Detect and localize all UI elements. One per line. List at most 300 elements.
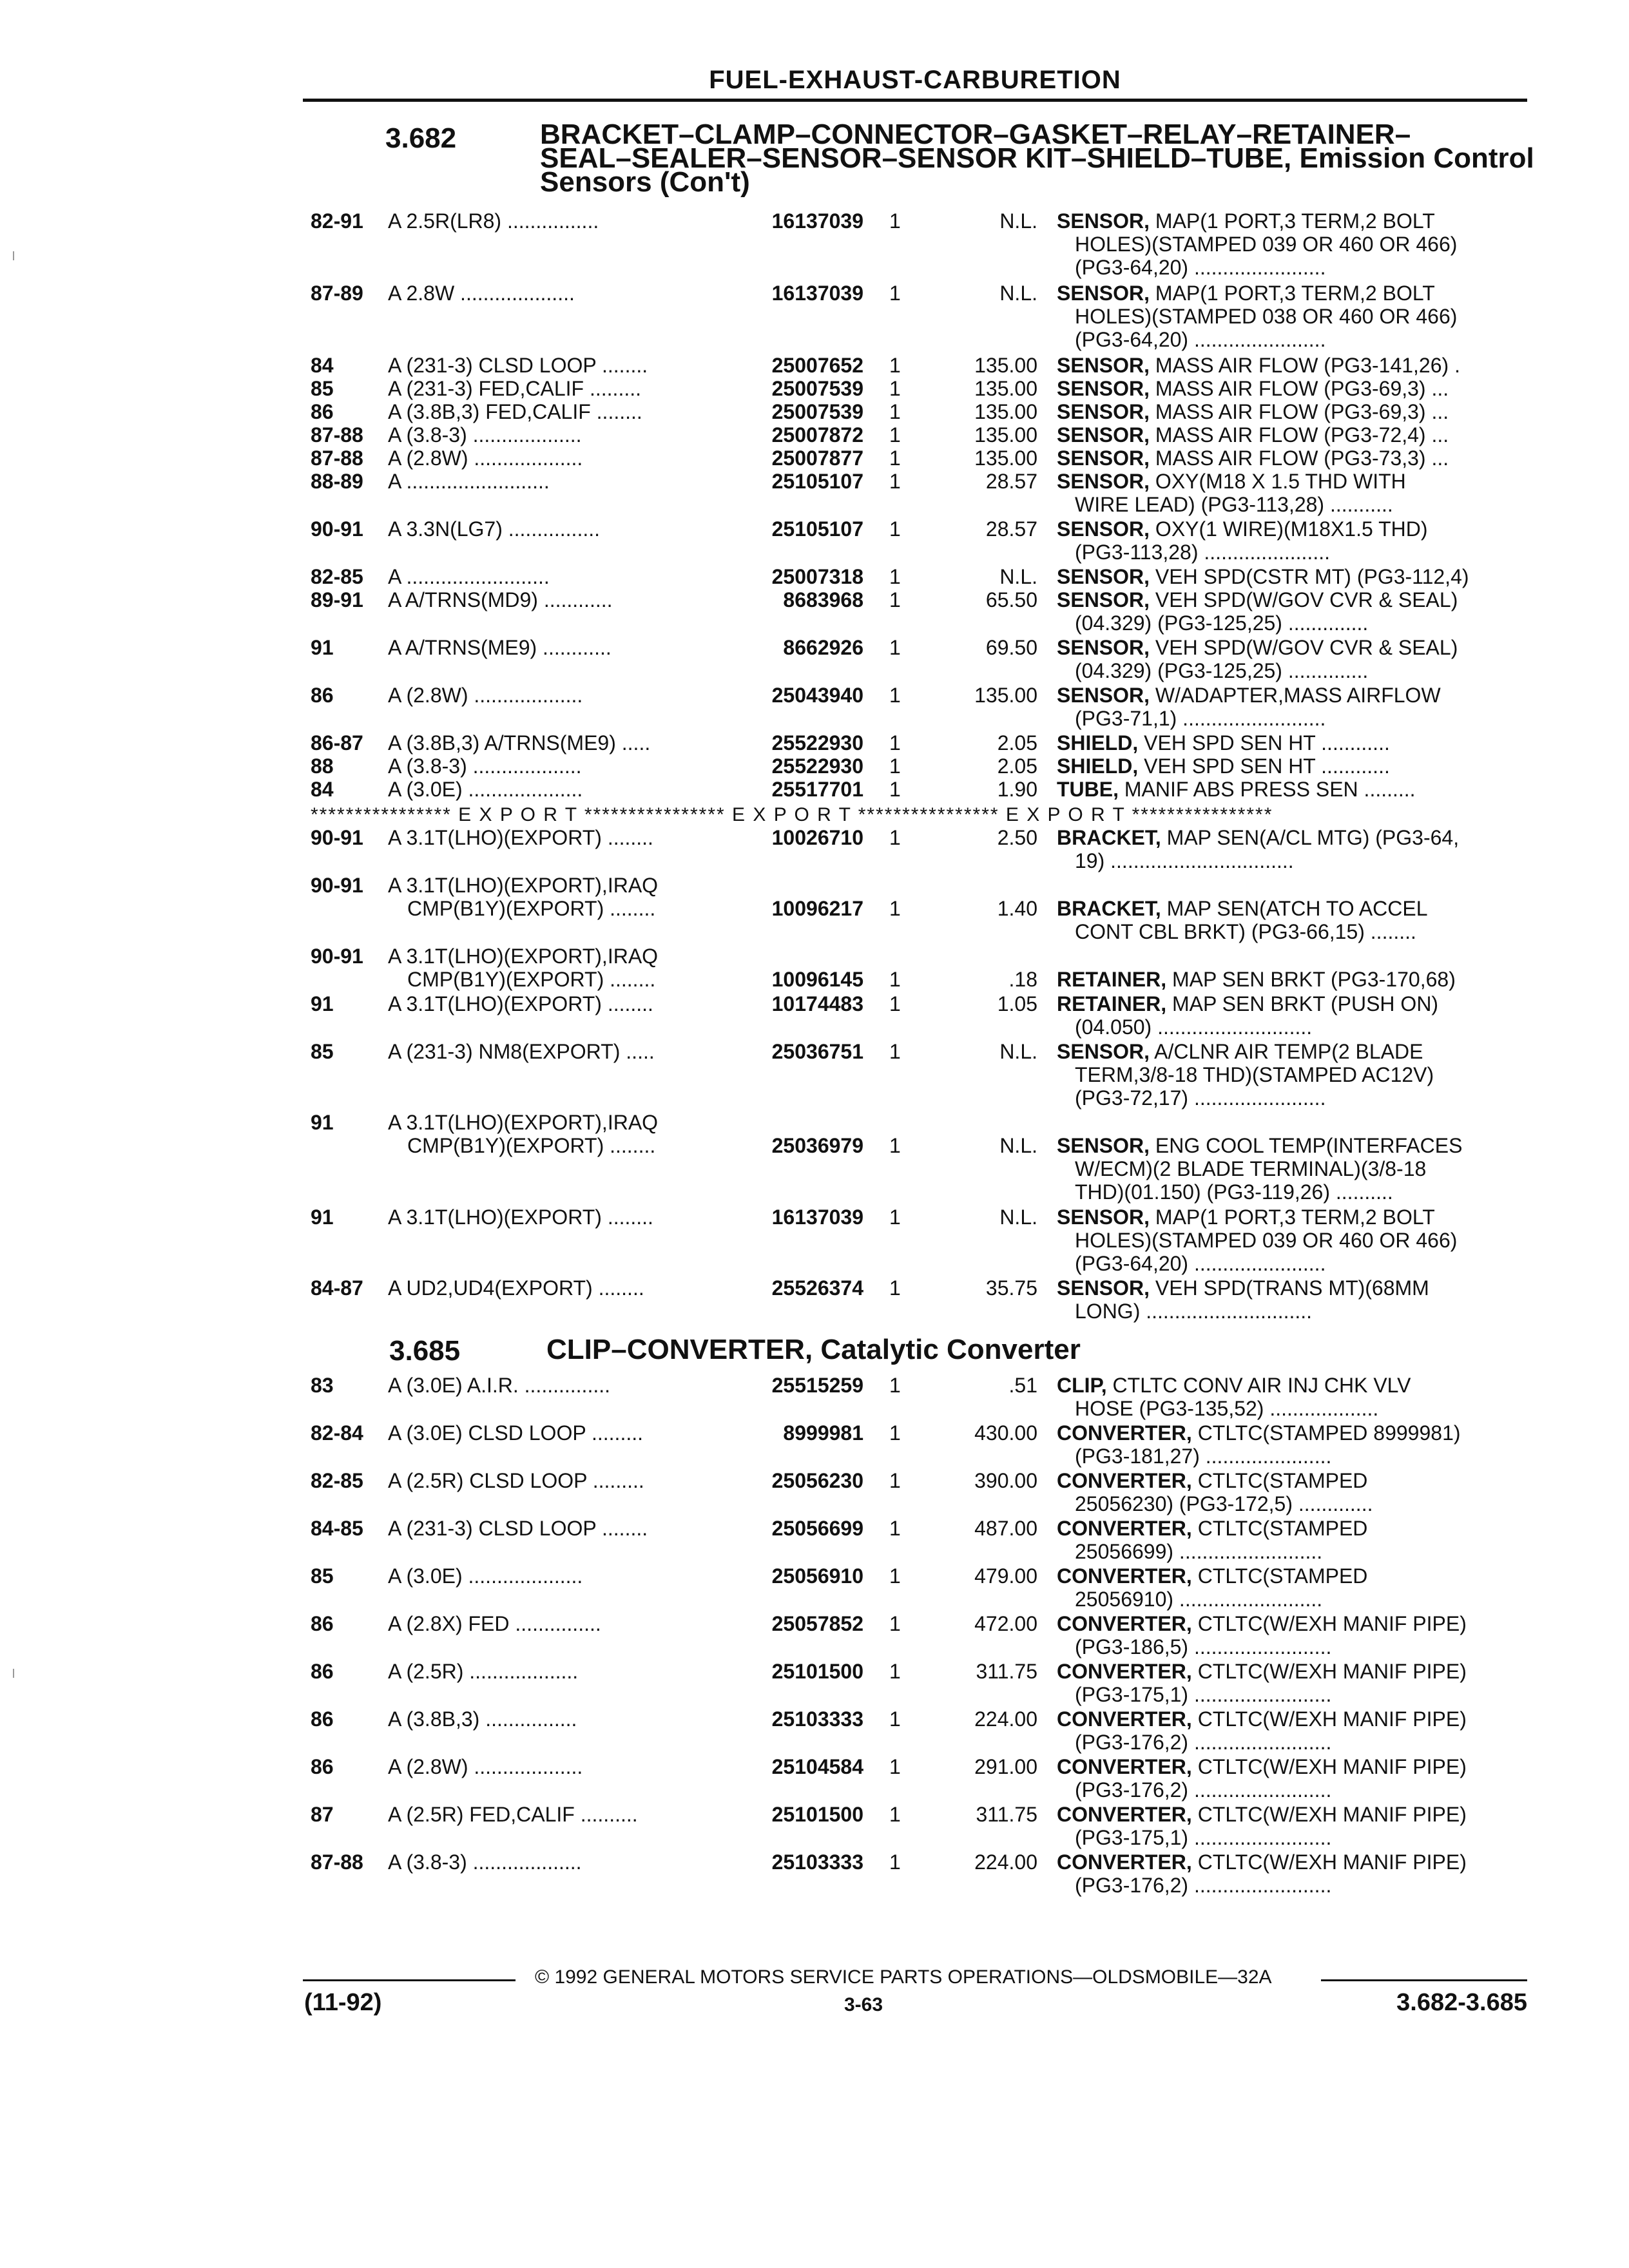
- row-description-line: LONG) .............................: [1075, 1300, 1313, 1323]
- row-description-text: CTLTC(STAMPED: [1197, 1517, 1368, 1540]
- row-price: N.L.: [999, 282, 1037, 305]
- row-description-line: [1057, 1040, 1527, 1063]
- row-description: [1057, 377, 1527, 400]
- row-description-line: [1057, 754, 1527, 778]
- row-price: 135.00: [974, 423, 1037, 447]
- row-description: [1057, 1803, 1527, 1849]
- row-description-line: [1057, 1850, 1527, 1874]
- row-description-text: MAP(1 PORT,3 TERM,2 BOLT: [1155, 282, 1435, 305]
- row-model-line: A 2.5R(LR8) ................: [388, 209, 599, 233]
- row-description-line: THD)(01.150) (PG3-119,26) ..........: [1075, 1180, 1393, 1204]
- row-year: 91: [311, 1206, 334, 1229]
- row-description-line: (PG3-181,27) ......................: [1075, 1445, 1332, 1468]
- row-description-text: CTLTC(W/EXH MANIF PIPE): [1197, 1850, 1467, 1874]
- row-model-line: A 3.1T(LHO)(EXPORT) ........: [388, 826, 653, 849]
- row-description-text: CTLTC(W/EXH MANIF PIPE): [1197, 1755, 1467, 1778]
- row-model: [388, 945, 717, 991]
- row-year: 88-89: [311, 470, 363, 493]
- row-description-text: CTLTC(W/EXH MANIF PIPE): [1197, 1707, 1467, 1731]
- row-description-text: VEH SPD(W/GOV CVR & SEAL): [1155, 636, 1458, 659]
- row-part-number: 25515259: [771, 1374, 863, 1397]
- row-part-number: 8662926: [783, 636, 863, 659]
- row-year: 84: [311, 354, 334, 377]
- row-year: 87-88: [311, 1850, 363, 1874]
- row-description-line: [1057, 565, 1527, 588]
- row-description-line: (PG3-71,1) .........................: [1075, 707, 1326, 730]
- row-description-line: [1057, 1421, 1527, 1445]
- row-description-text: MASS AIR FLOW (PG3-69,3) ...: [1155, 400, 1449, 423]
- row-year: 87-88: [311, 447, 363, 470]
- row-model: [388, 1276, 717, 1300]
- page-header: FUEL-EXHAUST-CARBURETION: [709, 66, 1121, 94]
- row-year: 82-91: [311, 209, 363, 233]
- row-part-number: 16137039: [771, 1206, 863, 1229]
- row-item-name: SHIELD,: [1057, 754, 1139, 778]
- row-model-line: A (2.8X) FED ...............: [388, 1612, 601, 1635]
- row-description: [1057, 1276, 1527, 1323]
- row-quantity: 1: [889, 209, 901, 233]
- row-model-line: A (2.8W) ...................: [388, 447, 583, 470]
- row-model: [388, 1660, 717, 1683]
- row-description-text: VEH SPD SEN HT ............: [1144, 754, 1390, 778]
- row-model: [388, 1850, 717, 1874]
- row-price: 135.00: [974, 447, 1037, 470]
- row-description-line: (PG3-113,28) ......................: [1075, 541, 1330, 564]
- row-description-text: MAP SEN(ATCH TO ACCEL: [1166, 897, 1428, 920]
- row-description-line: [1057, 423, 1527, 447]
- margin-mark: [13, 251, 14, 260]
- row-year: 86: [311, 1660, 334, 1683]
- row-description-line: [1057, 1206, 1527, 1229]
- row-quantity: 1: [889, 1612, 901, 1635]
- row-part-number: 25056910: [771, 1564, 863, 1588]
- row-model: [388, 1517, 717, 1540]
- row-description-line: [1057, 354, 1527, 377]
- row-price: N.L.: [999, 1206, 1037, 1229]
- row-description-text: CTLTC(W/EXH MANIF PIPE): [1197, 1660, 1467, 1683]
- row-quantity: 1: [889, 636, 901, 659]
- row-model: [388, 874, 717, 920]
- row-item-name: CONVERTER,: [1057, 1660, 1192, 1683]
- row-description: [1057, 517, 1527, 564]
- row-price: .51: [1008, 1374, 1037, 1397]
- row-quantity: 1: [889, 447, 901, 470]
- row-model: [388, 470, 717, 493]
- row-part-number: 25056699: [771, 1517, 863, 1540]
- row-description: [1057, 588, 1527, 635]
- row-item-name: CONVERTER,: [1057, 1421, 1192, 1445]
- row-description: [1057, 636, 1527, 682]
- row-description-text: OXY(1 WIRE)(M18X1.5 THD): [1155, 517, 1428, 541]
- row-year: 91: [311, 636, 334, 659]
- row-model-line: A .........................: [388, 470, 550, 493]
- row-model-line: A (2.8W) ...................: [388, 684, 583, 707]
- row-price: N.L.: [999, 209, 1037, 233]
- row-part-number: 25104584: [771, 1755, 863, 1778]
- row-description-text: MAP(1 PORT,3 TERM,2 BOLT: [1155, 209, 1435, 233]
- row-model-line: CMP(B1Y)(EXPORT) ........: [407, 1134, 656, 1157]
- row-quantity: 1: [889, 1517, 901, 1540]
- row-item-name: SENSOR,: [1057, 1276, 1150, 1300]
- row-description-line: [1057, 588, 1527, 611]
- row-description-line: [1057, 447, 1527, 470]
- row-item-name: SENSOR,: [1057, 400, 1150, 423]
- row-price: 224.00: [974, 1707, 1037, 1731]
- row-part-number: 25103333: [771, 1707, 863, 1731]
- row-price: N.L.: [999, 1040, 1037, 1063]
- row-model: [388, 1564, 717, 1588]
- row-description-line: [1057, 517, 1527, 541]
- row-model: [388, 588, 717, 611]
- row-item-name: CONVERTER,: [1057, 1517, 1192, 1540]
- row-model: [388, 377, 717, 400]
- row-part-number: 8683968: [783, 588, 863, 611]
- row-price: 28.57: [985, 517, 1037, 541]
- row-description-line: [1057, 1755, 1527, 1778]
- row-model-line: A (3.8B,3) ................: [388, 1707, 577, 1731]
- margin-mark: [13, 1669, 14, 1678]
- row-description-line: [1057, 470, 1527, 493]
- row-model-line: A 3.1T(LHO)(EXPORT),IRAQ: [388, 1111, 659, 1134]
- row-quantity: 1: [889, 1276, 901, 1300]
- row-part-number: 25007872: [771, 423, 863, 447]
- row-description-text: VEH SPD(CSTR MT) (PG3-112,4): [1155, 565, 1469, 588]
- row-model: [388, 209, 717, 233]
- row-part-number: 10026710: [771, 826, 863, 849]
- row-description: [1057, 354, 1527, 377]
- row-price: 2.50: [997, 826, 1037, 849]
- row-description-line: 25056230) (PG3-172,5) .............: [1075, 1492, 1373, 1515]
- row-model-line: A (231-3) CLSD LOOP ........: [388, 354, 648, 377]
- footer-date: (11-92): [304, 1989, 382, 2016]
- row-description-line: [1057, 1276, 1527, 1300]
- row-quantity: 1: [889, 1660, 901, 1683]
- row-quantity: 1: [889, 517, 901, 541]
- row-description-line: (PG3-72,17) .......................: [1075, 1086, 1326, 1110]
- row-description: [1057, 826, 1527, 872]
- row-year: 87-88: [311, 423, 363, 447]
- row-item-name: TUBE,: [1057, 778, 1119, 801]
- row-year: 91: [311, 992, 334, 1015]
- row-model-line: A (2.8W) ...................: [388, 1755, 583, 1778]
- row-description: [1057, 565, 1527, 588]
- row-item-name: SENSOR,: [1057, 1040, 1150, 1063]
- row-quantity: 1: [889, 1803, 901, 1826]
- row-model-line: A 3.1T(LHO)(EXPORT),IRAQ: [388, 945, 659, 968]
- row-item-name: SENSOR,: [1057, 447, 1150, 470]
- row-model: [388, 1421, 717, 1445]
- row-model-line: A (3.0E) A.I.R. ...............: [388, 1374, 610, 1397]
- row-description-text: CTLTC CONV AIR INJ CHK VLV: [1112, 1374, 1411, 1397]
- row-year: 85: [311, 1564, 334, 1588]
- row-price: 479.00: [974, 1564, 1037, 1588]
- row-price: 2.05: [997, 754, 1037, 778]
- row-description-line: 25056699) .........................: [1075, 1540, 1323, 1563]
- row-description-line: HOSE (PG3-135,52) ...................: [1075, 1397, 1379, 1420]
- row-description: [1057, 447, 1527, 470]
- row-year: 83: [311, 1374, 334, 1397]
- row-model: [388, 423, 717, 447]
- row-description-line: [1057, 1469, 1527, 1492]
- row-item-name: CLIP,: [1057, 1374, 1107, 1397]
- row-quantity: 1: [889, 992, 901, 1015]
- row-model-line: A 3.1T(LHO)(EXPORT) ........: [388, 1206, 653, 1229]
- row-model-line: A (231-3) FED,CALIF .........: [388, 377, 641, 400]
- row-year: 90-91: [311, 826, 363, 849]
- row-model-line: A (231-3) NM8(EXPORT) .....: [388, 1040, 655, 1063]
- row-description: [1057, 1374, 1527, 1420]
- row-quantity: 1: [889, 1421, 901, 1445]
- row-quantity: 1: [889, 354, 901, 377]
- row-description-line: [1057, 209, 1527, 233]
- row-description-text: MAP SEN BRKT (PG3-170,68): [1171, 968, 1456, 991]
- row-price: 487.00: [974, 1517, 1037, 1540]
- row-item-name: CONVERTER,: [1057, 1612, 1192, 1635]
- row-description-line: [1057, 1564, 1527, 1588]
- row-model-line: A (3.0E) CLSD LOOP .........: [388, 1421, 643, 1445]
- row-quantity: 1: [889, 1040, 901, 1063]
- row-description: [1057, 1660, 1527, 1706]
- row-item-name: RETAINER,: [1057, 968, 1167, 991]
- row-description-line: 19) ................................: [1075, 849, 1294, 872]
- row-description-text: CTLTC(STAMPED 8999981): [1197, 1421, 1461, 1445]
- row-year: 90-91: [311, 874, 363, 897]
- row-item-name: CONVERTER,: [1057, 1707, 1192, 1731]
- row-model-line: A 3.3N(LG7) ................: [388, 517, 600, 541]
- row-price: N.L.: [999, 565, 1037, 588]
- row-year: 84: [311, 778, 334, 801]
- row-part-number: 10096145: [771, 968, 863, 991]
- row-description-line: (PG3-176,2) ........................: [1075, 1874, 1332, 1897]
- row-year: 82-85: [311, 1469, 363, 1492]
- footer-rule-right: [1321, 1979, 1527, 1981]
- row-item-name: CONVERTER,: [1057, 1755, 1192, 1778]
- row-description-text: MANIF ABS PRESS SEN .........: [1124, 778, 1416, 801]
- row-quantity: 1: [889, 1707, 901, 1731]
- row-part-number: 25056230: [771, 1469, 863, 1492]
- row-item-name: SENSOR,: [1057, 209, 1150, 233]
- row-model: [388, 1612, 717, 1635]
- row-quantity: 1: [889, 400, 901, 423]
- section-title: CLIP–CONVERTER, Catalytic Converter: [546, 1334, 1081, 1365]
- row-part-number: 8999981: [783, 1421, 863, 1445]
- row-description-text: CTLTC(STAMPED: [1197, 1564, 1368, 1588]
- row-price: 2.05: [997, 731, 1037, 754]
- row-year: 91: [311, 1111, 334, 1134]
- row-price: 135.00: [974, 354, 1037, 377]
- row-model-line: A (3.8-3) ...................: [388, 423, 582, 447]
- row-model-line: A 3.1T(LHO)(EXPORT) ........: [388, 992, 653, 1015]
- row-item-name: SENSOR,: [1057, 354, 1150, 377]
- row-part-number: 25517701: [771, 778, 863, 801]
- row-item-name: SENSOR,: [1057, 423, 1150, 447]
- row-price: 28.57: [985, 470, 1037, 493]
- row-model: [388, 1374, 717, 1397]
- row-description-line: [1057, 826, 1527, 849]
- row-part-number: 25101500: [771, 1803, 863, 1826]
- row-model-line: A (3.8B,3) FED,CALIF ........: [388, 400, 642, 423]
- row-item-name: SENSOR,: [1057, 588, 1150, 611]
- row-quantity: 1: [889, 1469, 901, 1492]
- row-model-line: A (3.8-3) ...................: [388, 1850, 582, 1874]
- section-number: 3.685: [389, 1335, 461, 1367]
- row-description: [1057, 423, 1527, 447]
- row-item-name: CONVERTER,: [1057, 1803, 1192, 1826]
- row-description-line: (PG3-176,2) ........................: [1075, 1778, 1332, 1802]
- row-part-number: 10174483: [771, 992, 863, 1015]
- row-description-line: (04.329) (PG3-125,25) ..............: [1075, 659, 1369, 682]
- row-description-line: CONT CBL BRKT) (PG3-66,15) ........: [1075, 920, 1416, 943]
- row-year: 87-89: [311, 282, 363, 305]
- row-quantity: 1: [889, 897, 901, 920]
- row-description-text: MASS AIR FLOW (PG3-69,3) ...: [1155, 377, 1449, 400]
- row-item-name: SHIELD,: [1057, 731, 1139, 754]
- row-description: [1057, 1517, 1527, 1563]
- row-year: 88: [311, 754, 334, 778]
- row-description-line: TERM,3/8-18 THD)(STAMPED AC12V): [1075, 1063, 1434, 1086]
- row-description-line: [1057, 968, 1527, 991]
- row-item-name: CONVERTER,: [1057, 1850, 1192, 1874]
- row-part-number: 25036751: [771, 1040, 863, 1063]
- row-quantity: 1: [889, 826, 901, 849]
- row-description-line: [1057, 377, 1527, 400]
- row-description-line: (PG3-176,2) ........................: [1075, 1731, 1332, 1754]
- row-part-number: 25522930: [771, 731, 863, 754]
- section-title-line: SEAL–SEALER–SENSOR–SENSOR KIT–SHIELD–TUBE, Emission Control: [540, 142, 1534, 174]
- row-quantity: 1: [889, 470, 901, 493]
- row-item-name: BRACKET,: [1057, 826, 1161, 849]
- row-model-line: A 3.1T(LHO)(EXPORT),IRAQ: [388, 874, 659, 897]
- row-description-text: MASS AIR FLOW (PG3-72,4) ...: [1155, 423, 1449, 447]
- row-model-line: CMP(B1Y)(EXPORT) ........: [407, 897, 656, 920]
- row-item-name: SENSOR,: [1057, 565, 1150, 588]
- row-description-line: HOLES)(STAMPED 039 OR 460 OR 466): [1075, 233, 1458, 256]
- row-part-number: 25043940: [771, 684, 863, 707]
- row-quantity: 1: [889, 1564, 901, 1588]
- row-model: [388, 778, 717, 801]
- row-model-line: A (3.8B,3) A/TRNS(ME9) .....: [388, 731, 651, 754]
- row-description-line: [1057, 1517, 1527, 1540]
- row-model: [388, 282, 717, 305]
- row-model: [388, 565, 717, 588]
- row-description: [1057, 754, 1527, 778]
- row-quantity: 1: [889, 423, 901, 447]
- row-description: [1057, 282, 1527, 351]
- row-model: [388, 992, 717, 1015]
- row-description-line: [1057, 897, 1527, 920]
- footer-section-range: 3.682-3.685: [1396, 1989, 1527, 2016]
- row-description-line: [1057, 1660, 1527, 1683]
- row-price: 135.00: [974, 377, 1037, 400]
- row-model: [388, 636, 717, 659]
- row-model: [388, 1040, 717, 1063]
- row-quantity: 1: [889, 1850, 901, 1874]
- row-year: 89-91: [311, 588, 363, 611]
- row-year: 82-84: [311, 1421, 363, 1445]
- section-title-line: BRACKET–CLAMP–CONNECTOR–GASKET–RELAY–RETAINER–: [540, 119, 1411, 150]
- row-description: [1057, 209, 1527, 279]
- row-description: [1057, 1469, 1527, 1515]
- row-description: [1057, 1707, 1527, 1754]
- row-part-number: 25057852: [771, 1612, 863, 1635]
- row-description: [1057, 992, 1527, 1039]
- row-description-text: A/CLNR AIR TEMP(2 BLADE: [1154, 1040, 1423, 1063]
- row-model: [388, 447, 717, 470]
- row-description-line: [1057, 1803, 1527, 1826]
- row-description-line: [1057, 1374, 1527, 1397]
- row-description: [1057, 1421, 1527, 1468]
- row-part-number: 16137039: [771, 209, 863, 233]
- row-year: 82-85: [311, 565, 363, 588]
- row-item-name: SENSOR,: [1057, 470, 1150, 493]
- footer-copyright: © 1992 GENERAL MOTORS SERVICE PARTS OPERATIONS—OLDSMOBILE—32A: [535, 1966, 1272, 1988]
- row-quantity: 1: [889, 778, 901, 801]
- row-description-text: MASS AIR FLOW (PG3-141,26) .: [1155, 354, 1460, 377]
- row-description: [1057, 1206, 1527, 1275]
- row-description-line: [1057, 1134, 1527, 1157]
- footer-rule-left: [303, 1979, 516, 1981]
- row-description-line: (PG3-186,5) ........................: [1075, 1635, 1332, 1658]
- row-description: [1057, 968, 1527, 991]
- row-item-name: RETAINER,: [1057, 992, 1167, 1015]
- row-model-line: A (3.8-3) ...................: [388, 754, 582, 778]
- row-year: 90-91: [311, 517, 363, 541]
- row-model-line: A A/TRNS(ME9) ............: [388, 636, 612, 659]
- row-model: [388, 1111, 717, 1157]
- export-banner: **************** E X P O R T **************** E X P O R T **************** E X P O R T ****************: [311, 804, 1273, 825]
- row-part-number: 25007318: [771, 565, 863, 588]
- row-part-number: 25105107: [771, 470, 863, 493]
- row-description-line: [1057, 731, 1527, 754]
- row-description: [1057, 1755, 1527, 1802]
- row-description-text: CTLTC(W/EXH MANIF PIPE): [1197, 1612, 1467, 1635]
- row-year: 85: [311, 377, 334, 400]
- row-model-line: A UD2,UD4(EXPORT) ........: [388, 1276, 644, 1300]
- row-description: [1057, 1850, 1527, 1897]
- row-price: .18: [1008, 968, 1037, 991]
- row-price: 311.75: [976, 1803, 1037, 1826]
- row-description-line: (PG3-175,1) ........................: [1075, 1826, 1332, 1849]
- row-item-name: SENSOR,: [1057, 282, 1150, 305]
- row-price: N.L.: [999, 1134, 1037, 1157]
- row-description-text: MAP(1 PORT,3 TERM,2 BOLT: [1155, 1206, 1435, 1229]
- row-description: [1057, 1564, 1527, 1611]
- row-quantity: 1: [889, 1755, 901, 1778]
- row-year: 86: [311, 684, 334, 707]
- row-item-name: SENSOR,: [1057, 377, 1150, 400]
- row-year: 85: [311, 1040, 334, 1063]
- row-description-line: HOLES)(STAMPED 038 OR 460 OR 466): [1075, 305, 1458, 328]
- row-model-line: A 2.8W ....................: [388, 282, 575, 305]
- row-item-name: SENSOR,: [1057, 636, 1150, 659]
- row-description-line: [1057, 992, 1527, 1015]
- row-description-line: (PG3-64,20) .......................: [1075, 256, 1326, 279]
- row-model: [388, 1707, 717, 1731]
- row-part-number: 25007652: [771, 354, 863, 377]
- row-description-text: CTLTC(W/EXH MANIF PIPE): [1197, 1803, 1467, 1826]
- row-price: 430.00: [974, 1421, 1037, 1445]
- row-description-line: 25056910) .........................: [1075, 1588, 1323, 1611]
- row-model-line: A (2.5R) ...................: [388, 1660, 579, 1683]
- row-description: [1057, 778, 1527, 801]
- row-description-text: MAP SEN BRKT (PUSH ON): [1171, 992, 1439, 1015]
- row-description: [1057, 1040, 1527, 1110]
- row-model-line: A .........................: [388, 565, 550, 588]
- row-model: [388, 754, 717, 778]
- row-description-text: MAP SEN(A/CL MTG) (PG3-64,: [1166, 826, 1460, 849]
- row-description: [1057, 1612, 1527, 1658]
- row-price: 65.50: [985, 588, 1037, 611]
